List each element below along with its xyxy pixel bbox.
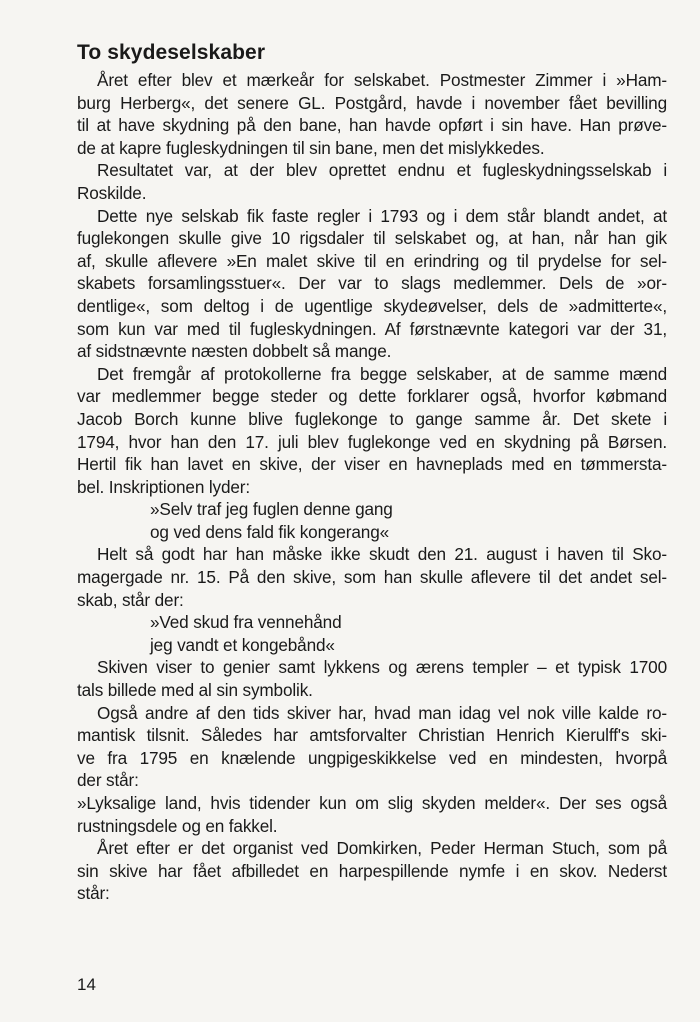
- verse-line: »Ved skud fra vennehånd: [150, 612, 342, 633]
- text-line: skab, står der:: [77, 589, 184, 610]
- text-line: Dette nye selskab fik faste regler i 1793 og i dem står blandt andet, at: [97, 205, 667, 226]
- text-line: burg Herberg«, det senere GL. Postgård, havde i november fået bevilling: [77, 92, 667, 113]
- text-line: sin skive har fået afbilledet en harpespillende nymfe i en skov. Nederst: [77, 860, 667, 881]
- text-line: Roskilde.: [77, 182, 147, 203]
- page-body: [77, 40, 667, 905]
- text-line: tals billede med al sin symbolik.: [77, 680, 313, 701]
- text-line: 1794, hvor han den 17. juli blev fuglekonge ved en skydning på Børsen.: [77, 431, 667, 452]
- page-number: 14: [77, 975, 96, 994]
- text-line: af, skulle aflevere »En malet skive til en erindring og til prydelse for sel-: [77, 250, 667, 271]
- text-line: Hertil fik han lavet en skive, der viser en havneplads med en tømmersta-: [77, 454, 667, 475]
- text-line: fuglekongen skulle give 10 rigsdaler til selskabet og, at han, når han gik: [77, 228, 667, 249]
- text-line: der står:: [77, 770, 139, 791]
- text-line: dentlige«, som deltog i de ugentlige skydeøvelser, dels de »admitterte«,: [77, 295, 667, 316]
- text-line: Også andre af den tids skiver har, hvad man idag vel nok ville kalde ro-: [97, 702, 667, 723]
- text-line: Helt så godt har han måske ikke skudt den 21. august i haven til Sko-: [97, 544, 667, 565]
- text-line: Resultatet var, at der blev oprettet endnu et fugleskydningsselskab i: [97, 160, 667, 181]
- text-line: rustningsdele og en fakkel.: [77, 815, 278, 836]
- text-line: står:: [77, 883, 110, 904]
- verse-line: jeg vandt et kongebånd«: [150, 634, 335, 655]
- text-block: [77, 69, 667, 905]
- text-line: til at have skydning på den bane, han havde opført i sin have. Han prøve-: [77, 115, 667, 136]
- text-line: magergade nr. 15. På den skive, som han skulle aflevere til det andet sel-: [77, 567, 667, 588]
- text-line: som kun var med til fugleskydningen. Af førstnævnte kategori var der 31,: [77, 318, 667, 339]
- section-title: To skydeselskaber: [77, 41, 266, 64]
- verse-line: og ved dens fald fik kongerang«: [150, 521, 390, 542]
- text-line: Det fremgår af protokollerne fra begge selskaber, at de samme mænd: [97, 363, 667, 384]
- text-line: af sidstnævnte næsten dobbelt så mange.: [77, 341, 392, 362]
- text-line: mantisk tilsnit. Således har amtsforvalter Christian Henrich Kierulff's ski-: [77, 725, 667, 746]
- text-line: de at kapre fugleskydningen til sin bane, men det mislykkedes.: [77, 137, 545, 158]
- text-line: ve fra 1795 en knælende ungpigeskikkelse ved en mindesten, hvorpå: [77, 747, 667, 768]
- text-line: skabets forsamlingsstuer«. Der var to slags medlemmer. Dels de »or-: [77, 273, 667, 294]
- text-line: bel. Inskriptionen lyder:: [77, 476, 250, 497]
- text-line: »Lyksalige land, hvis tidender kun om slig skyden melder«. Der ses også: [77, 793, 667, 813]
- text-line: Jacob Borch kunne blive fuglekonge to gange samme år. Det skete i: [77, 408, 667, 429]
- text-line: Året efter blev et mærkeår for selskabet. Postmester Zimmer i »Ham-: [97, 70, 667, 90]
- text-line: Skiven viser to genier samt lykkens og ærens templer – et typisk 1700: [97, 657, 667, 678]
- text-line: var medlemmer begge steder og dette forklarer også, hvorfor købmand: [77, 386, 667, 407]
- verse-line: »Selv traf jeg fuglen denne gang: [150, 499, 393, 520]
- text-line: Året efter er det organist ved Domkirken, Peder Herman Stuch, som på: [97, 838, 667, 859]
